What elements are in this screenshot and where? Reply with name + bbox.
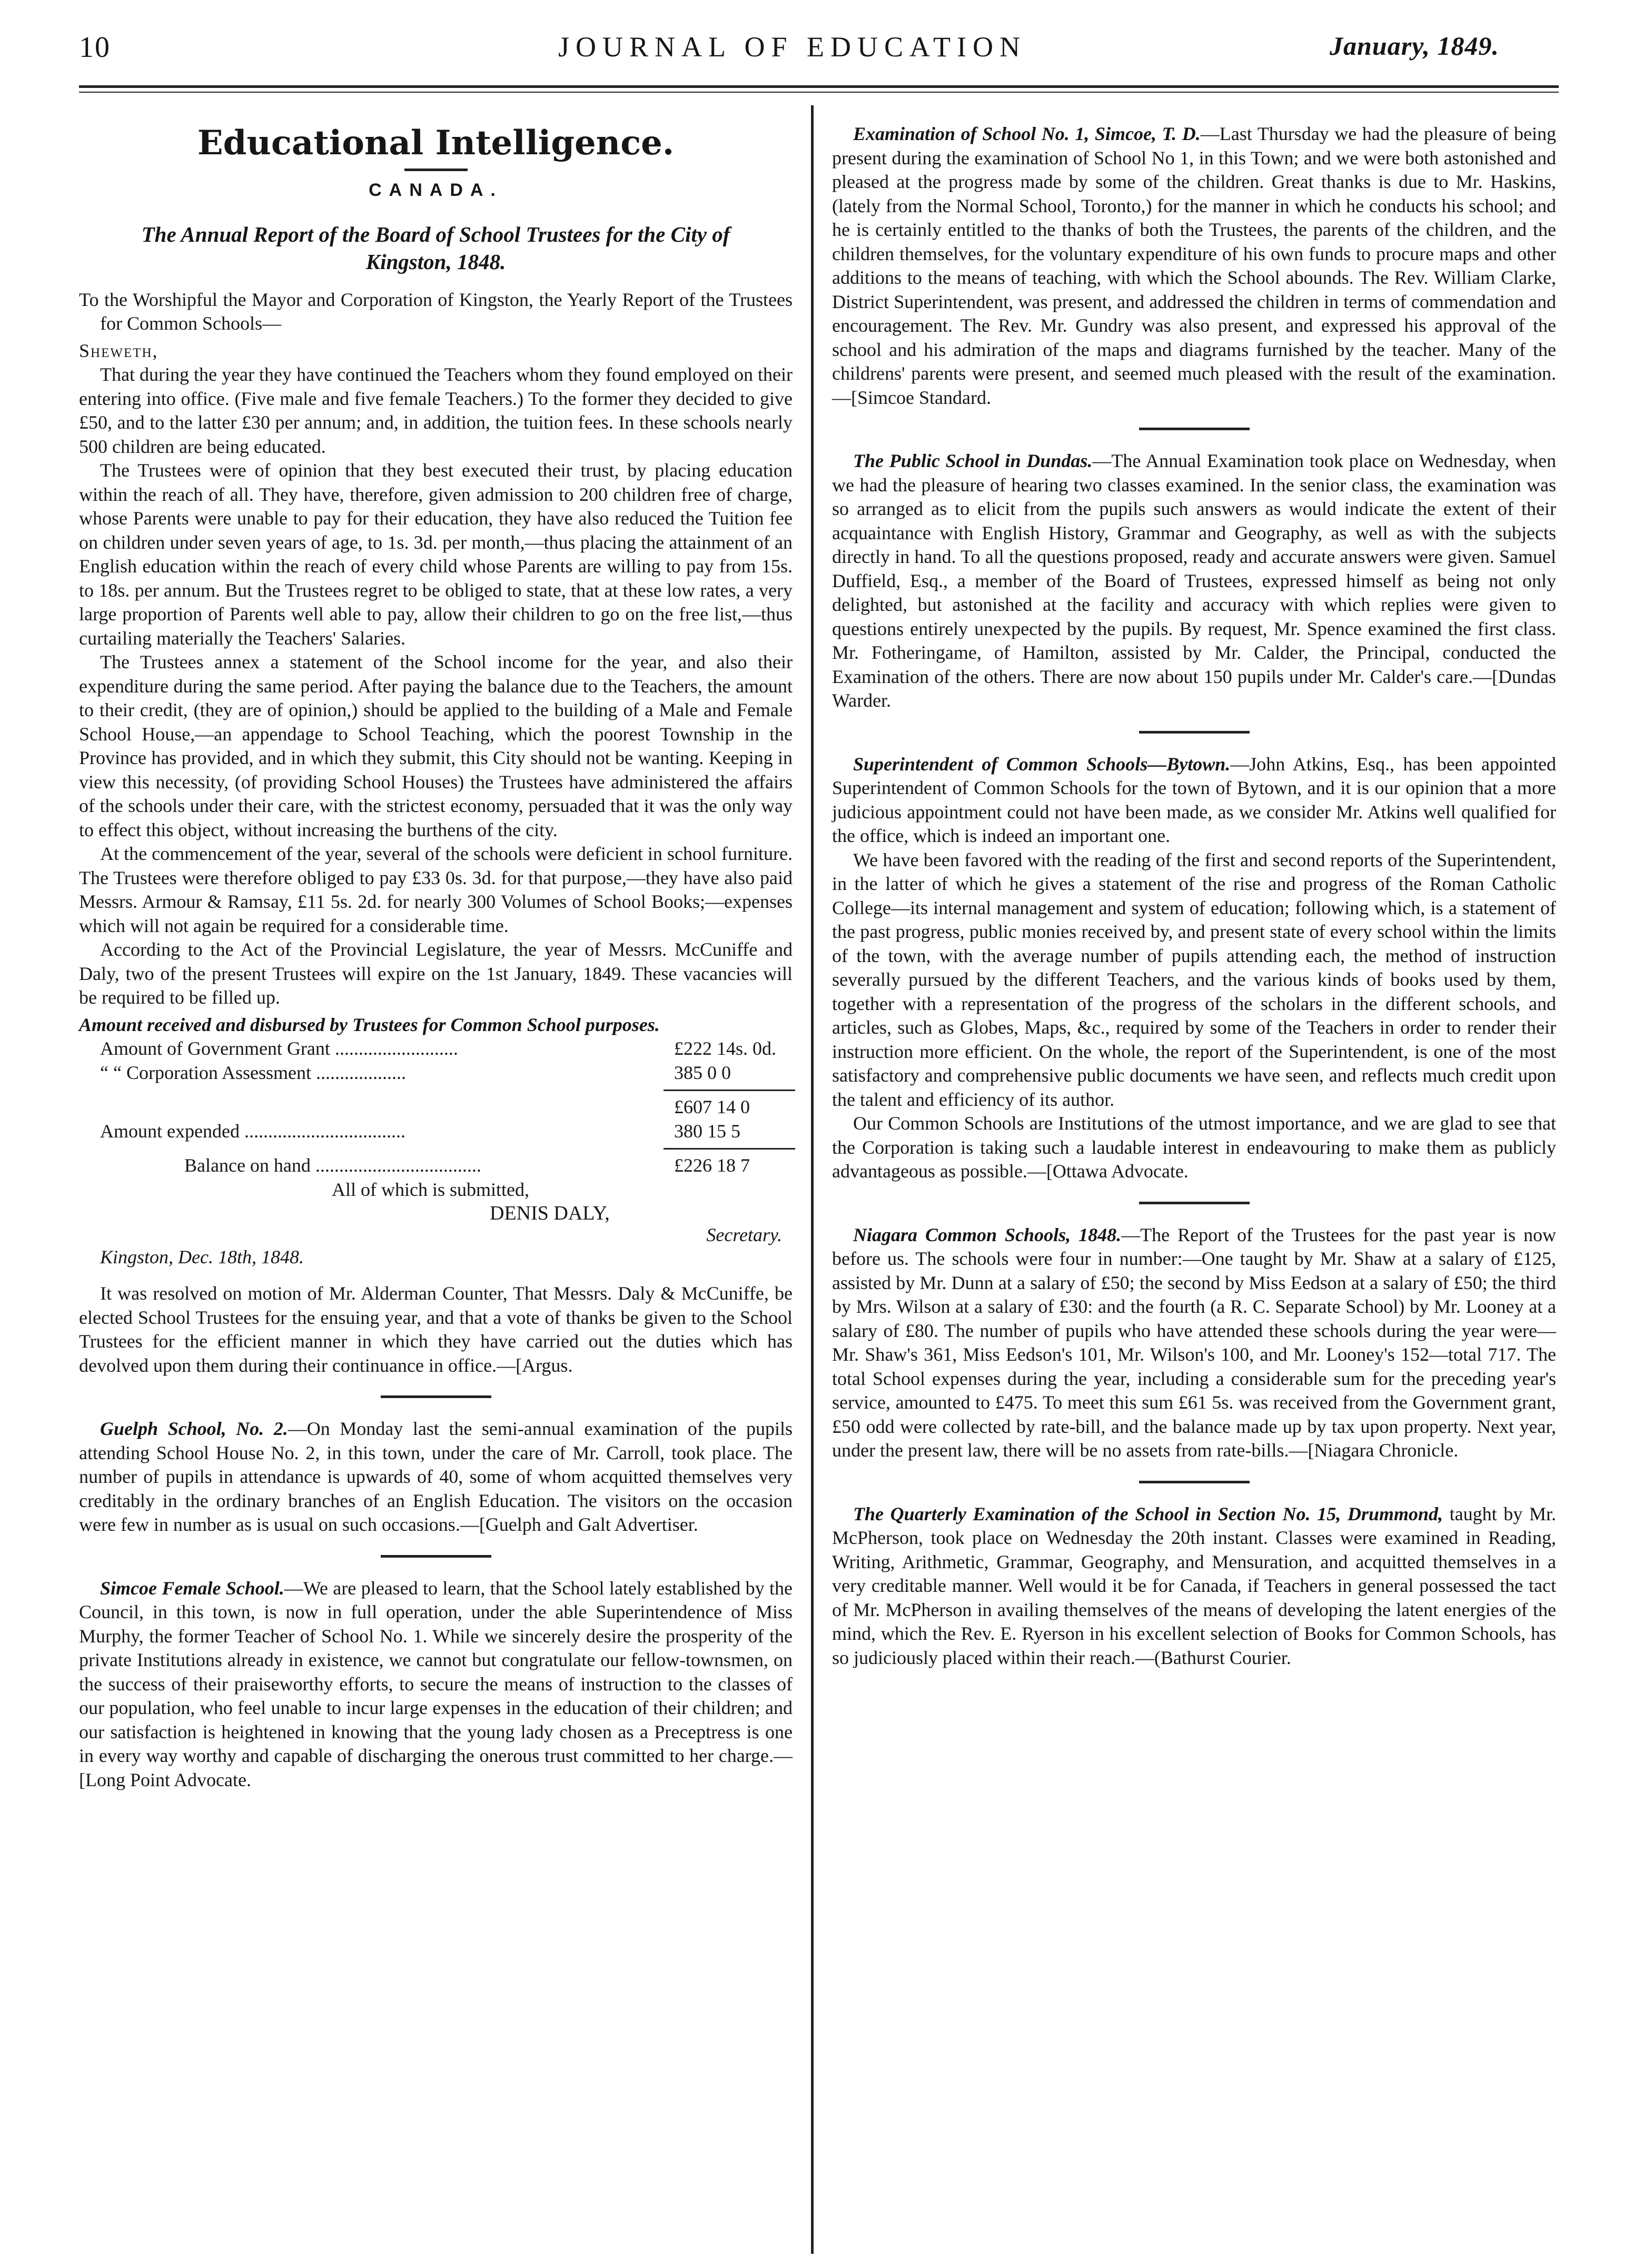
simcoe-female-text: —We are pleased to learn, that the School lately established by the Council, in this town, is now in full operation, under the able Superintendence of Miss Murphy, the former Teacher of School No. 1. While we sincerely desire the prosperity of the private Institutions already in existence, we cannot but congratulate our fellow-townsmen, on the success of their praiseworthy efforts, to secure the means of instruction to the classes of our population, who feel unable to incur large expenses in the education of their children; and our satisfaction is heightened in knowing that the young lady chosen as a Preceptress is one in every way worthy and capable of discharging the onerous trust committed to her charge.—[Long Point Advocate. [79,1577,793,1790]
sum-rule [664,1090,795,1091]
journal-title: JOURNAL OF EDUCATION [558,31,1027,63]
account-heading: Amount received and disbursed by Trustees for Common School purposes. [79,1014,660,1035]
account-label: Amount of Government Grant .......................... [100,1038,458,1059]
submitted-line: All of which is submitted, [332,1179,529,1200]
report-paragraph-1: That during the year they have continued the Teachers whom they found employed on their entering into office. (Five male and five female Teachers.) To the former they decided to give £50, and to the latter £30 per annum; and, in addition, the tuition fees. In these schools nearly 500 children are being educated. [79,364,793,457]
account-table [79,1037,793,1178]
signer-title: Secretary. [706,1224,782,1245]
separator-rule [1139,731,1250,734]
sum-rule [664,1148,795,1150]
page-number: 10 [79,31,111,64]
account-amount: £222 14s. 0d. [674,1038,777,1059]
report-title: The Annual Report of the Board of School Trustees for the City of Kingston, 1848. [141,222,730,274]
account-row-corporation [79,1061,793,1085]
title-rule [404,169,468,171]
dundas-article [832,449,1556,713]
account-amount: £226 18 7 [674,1155,750,1176]
issue-date: January, 1849. [1330,31,1499,61]
guelph-heading: Guelph School, No. 2. [100,1418,288,1439]
bytown-text: —John Atkins, Esq., has been appointed Superintendent of Common Schools for the town of Bytown, and it is our opinion that a more judicious appointment could not have been made, as we consider Mr. Atkins well qualified for the office, which is indeed an important one. [832,753,1556,846]
guelph-article [79,1417,793,1537]
bytown-heading: Superintendent of Common Schools—Bytown. [853,753,1231,775]
simcoe-exam-text: —Last Thursday we had the pleasure of being present during the examination of School No 1, in this Town; and we were both astonished and pleased at the progress made by some of the children. Great thanks is due to Mr. Haskins, (lately from the Normal School, Toronto,) for the manner in which he conducts his school; and he is certainly entitled to the thanks of both the Trustees, the parents of the children, and the children themselves, for the voluntary expenditure of his own funds to procure maps and other additions to the means of teaching, with which the School abounds. The Rev. William Clarke, District Superintendent, was present, and addressed the children in terms of commendation and encouragement. The Rev. Mr. Gundry was also present, and expressed his approval of the school and his admiration of the maps and diagrams furnished by the teacher. Many of the childrens' parents were present, and seemed much pleased with the result of the examination.—[Simcoe Standard. [832,123,1556,408]
resolution-paragraph: It was resolved on motion of Mr. Alderman Counter, That Messrs. Daly & McCuniffe, be elected School Trustees for the ensuing year, and that a vote of thanks be given to the School Trustees for the efficient manner in which they have carried out the duties which has devolved upon them during their continuance in office.—[Argus. [79,1283,793,1376]
right-column [832,122,1556,1670]
signer-name: DENIS DALY, [490,1202,610,1224]
bytown-paragraph-3: Our Common Schools are Institutions of the utmost importance, and we are glad to see that the Corporation is taking such a laudable interest in endeavouring to make them as publicly advantageous as possible.—[Ottawa Advocate. [832,1113,1556,1182]
left-column [79,122,793,1792]
report-paragraph-3: The Trustees annex a statement of the School income for the year, and also their expenditure during the same period. After paying the balance due to the Teachers, the amount to their credit, (they are of opinion,) should be applied to the building of a Male and Female School House,—an appendage to School Teaching, which the poorest Township in the Province has provided, and in which they submit, this City should not be wanting. Keeping in view this necessity, (of providing School Houses) the Trustees have administered the affairs of the schools under their care, with the strictest economy, persuaded that it was the only way to effect this object, without increasing the burthens of the city. [79,651,793,840]
place-date: Kingston, Dec. 18th, 1848. [100,1246,304,1267]
country-heading: CANADA. [369,180,503,200]
dundas-heading: The Public School in Dundas. [853,450,1093,471]
account-amount: 385 0 0 [674,1062,731,1083]
account-label: Balance on hand ................................... [184,1155,481,1176]
account-row-total [79,1095,793,1120]
account-row-expended [79,1120,793,1144]
dundas-text: —The Annual Examination took place on Wednesday, when we had the pleasure of hearing two classes examined. In the senior class, the examination was so arranged as to elicit from the pupils such answers as would indicate the extent of their acquaintance with English History, Grammar and Geography, as well as with the subjects directly in hand. To all the questions proposed, ready and accurate answers were given. Samuel Duffield, Esq., a member of the Board of Trustees, expressed himself as being not only delighted, but astonished at the facility and accuracy with which replies were given to questions entirely unexpected by the pupils. By request, Mr. Spence examined the first class. Mr. Fotheringame, of Hamilton, assisted by Mr. Calder, the Principal, conducted the Examination of the others. There are now about 150 pupils under Mr. Calder's care.—[Dundas Warder. [832,450,1556,711]
quarterly-heading: The Quarterly Examination of the School in Section No. 15, Drummond, [853,1503,1443,1524]
separator-rule [1139,1202,1250,1204]
quarterly-text: taught by Mr. McPherson, took place on Wednesday the 20th instant. Classes were examined in Reading, Writing, Arithmetic, Grammar, Geography, and Mensuration, and acquitted themselves in a very creditable manner. Well would it be for Canada, if Teachers in general possessed the tact of Mr. McPherson in availing themselves of the means of developing the latent energies of the mind, which the Rev. E. Ryerson in his excellent selection of Books for Common Schools, has so judiciously placed within their reach.—(Bathurst Courier. [832,1503,1556,1668]
account-amount: 380 15 5 [674,1121,740,1142]
header-rule-top [79,85,1559,88]
separator-rule [381,1555,491,1558]
account-row-balance [79,1154,793,1178]
niagara-text: —The Report of the Trustees for the past year is now before us. The schools were four in number:—One taught by Mr. Shaw at a salary of £125, assisted by Mr. Dunn at a salary of £50; the second by Miss Eedson at a salary of £50; the third by Mrs. Wilson at a salary of £30: and the fourth (a R. C. Separate School) by Mr. Looney at a salary of £80. The number of pupils who have attended these schools during the year were—Mr. Shaw's 361, Miss Eedson's 101, Mr. Wilson's 100, and Mr. Looney's 152—total 717. The total School expenses during the year, including a considerable sum for the preceding year's service, amounted to £475. To meet this sum £61 5s. was received from the Government grant, £50 odd were collected by rate-bill, and the balance made up by tax upon property. Next year, under the present law, there will be no assets from rate-bills.—[Niagara Chronicle. [832,1224,1556,1461]
report-paragraph-4: At the commencement of the year, several of the schools were deficient in school furniture. The Trustees were therefore obliged to pay £33 0s. 3d. for that purpose,—they have also paid Messrs. Armour & Ramsay, £11 5s. 2d. for nearly 300 Volumes of School Books;—expenses which will not again be required for a considerable time. [79,843,793,936]
account-row-government [79,1037,793,1061]
header-rule-bottom [79,92,1559,93]
simcoe-female-heading: Simcoe Female School. [100,1577,284,1599]
bytown-paragraph-2: We have been favored with the reading of the first and second reports of the Superintendent, in the latter of which he gives a statement of the rise and progress of the Roman Catholic College—its internal management and system of education; following which, is a statement of the past progress, public monies received by, and present state of every school within the limits of the town, with the average number of pupils attending each, the method of instruction severally pursued by the different Teachers, and the various kinds of books used by them, together with a representation of the progress of the scholars in the different schools, and articles, such as Globes, Maps, &c., required by some of the Teachers in order to render their instruction more efficient. On the whole, the report of the Superintendent, is one of the most satisfactory and comprehensive public documents we have seen, and reflects much credit upon the talent and efficiency of its author. [832,849,1556,1110]
quarterly-article [832,1502,1556,1670]
report-paragraph-5: According to the Act of the Provincial Legislature, the year of Messrs. McCuniffe and Daly, two of the present Trustees will expire on the 1st January, 1849. These vacancies will be required to be filled up. [79,939,793,1008]
sheweth: Sheweth, [79,340,159,361]
guelph-text: —On Monday last the semi-annual examination of the pupils attending School House No. 2, in this town, under the care of Mr. Carroll, took place. The number of pupils in attendance is upwards of 40, some of whom acquitted themselves very creditably in the ordinary branches of an English Education. The visitors on the occasion were few in number as is usual on such occasions.—[Guelph and Galt Advertiser. [79,1418,793,1535]
separator-rule [1139,1481,1250,1483]
separator-rule [381,1395,491,1398]
niagara-article [832,1223,1556,1463]
bytown-article [832,752,1556,848]
column-divider [811,105,814,2254]
account-label: “ “ Corporation Assessment ................... [100,1062,406,1083]
report-paragraph-2: The Trustees were of opinion that they best executed their trust, by placing education within the reach of all. They have, therefore, given admission to 200 children free of charge, whose Parents were unable to pay for their education, they have also reduced the Tuition fee on children under seven years of age, to 1s. 3d. per month,—thus placing the attainment of an English education within the reach of every child whose Parents are willing to pay from 15s. to 18s. per annum. But the Trustees regret to be obliged to state, that at these low rates, a very large proportion of Parents well able to pay, allow their children to go on the free list,—thus curtailing materially the Teachers' Salaries. [79,460,793,649]
account-label: Amount expended .................................. [100,1121,405,1142]
niagara-heading: Niagara Common Schools, 1848. [853,1224,1122,1245]
section-title: Educational Intelligence. [197,123,675,163]
simcoe-exam-heading: Examination of School No. 1, Simcoe, T. D. [853,123,1201,144]
simcoe-female-article [79,1577,793,1792]
account-amount: £607 14 0 [674,1096,750,1117]
report-address: To the Worshipful the Mayor and Corporation of Kingston, the Yearly Report of the Trustees for Common Schools— [79,289,793,334]
simcoe-exam-article [832,122,1556,410]
separator-rule [1139,428,1250,430]
